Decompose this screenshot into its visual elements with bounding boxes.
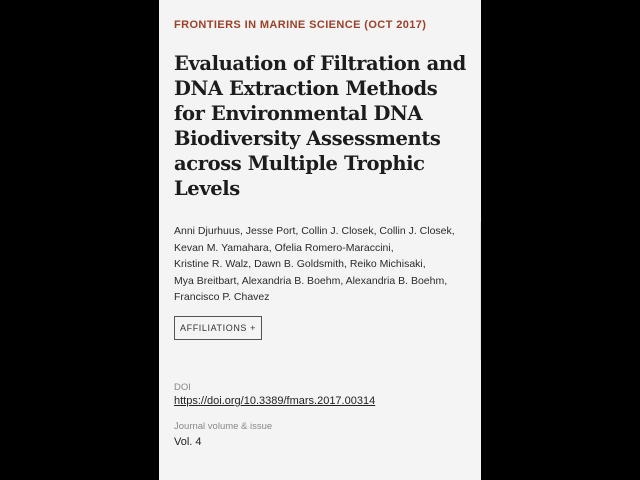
affiliations-button[interactable]: AFFILIATIONS + <box>174 316 262 340</box>
doi-label: DOI <box>174 382 191 393</box>
author-list <box>174 223 455 306</box>
author-line: Mya Breitbart, Alexandria B. Boehm, Alexandria B. Boehm, <box>174 274 448 287</box>
author-line: Francisco P. Chavez <box>174 291 270 304</box>
title-line: Evaluation of Filtration and <box>174 52 466 75</box>
title-line: DNA Extraction Methods <box>174 77 438 100</box>
volume-label: Journal volume & issue <box>174 421 273 432</box>
doi-link[interactable]: https://doi.org/10.3389/fmars.2017.00314 <box>174 395 376 407</box>
article-title <box>174 51 474 201</box>
author-line: Kevan M. Yamahara, Ofelia Romero-Maraccini, <box>174 241 394 254</box>
title-line: Biodiversity Assessments <box>174 127 441 150</box>
title-line: across Multiple Trophic <box>174 152 425 175</box>
author-line: Anni Djurhuus, Jesse Port, Collin J. Closek, Collin J. Closek, <box>174 225 455 237</box>
article-panel <box>159 0 481 480</box>
title-line: for Environmental DNA <box>174 102 423 125</box>
divider <box>480 222 481 360</box>
title-line: Levels <box>174 177 240 200</box>
journal-name: FRONTIERS IN MARINE SCIENCE (OCT 2017) <box>174 19 427 31</box>
volume-value: Vol. 4 <box>174 436 202 448</box>
author-line: Kristine R. Walz, Dawn B. Goldsmith, Reiko Michisaki, <box>174 258 426 271</box>
